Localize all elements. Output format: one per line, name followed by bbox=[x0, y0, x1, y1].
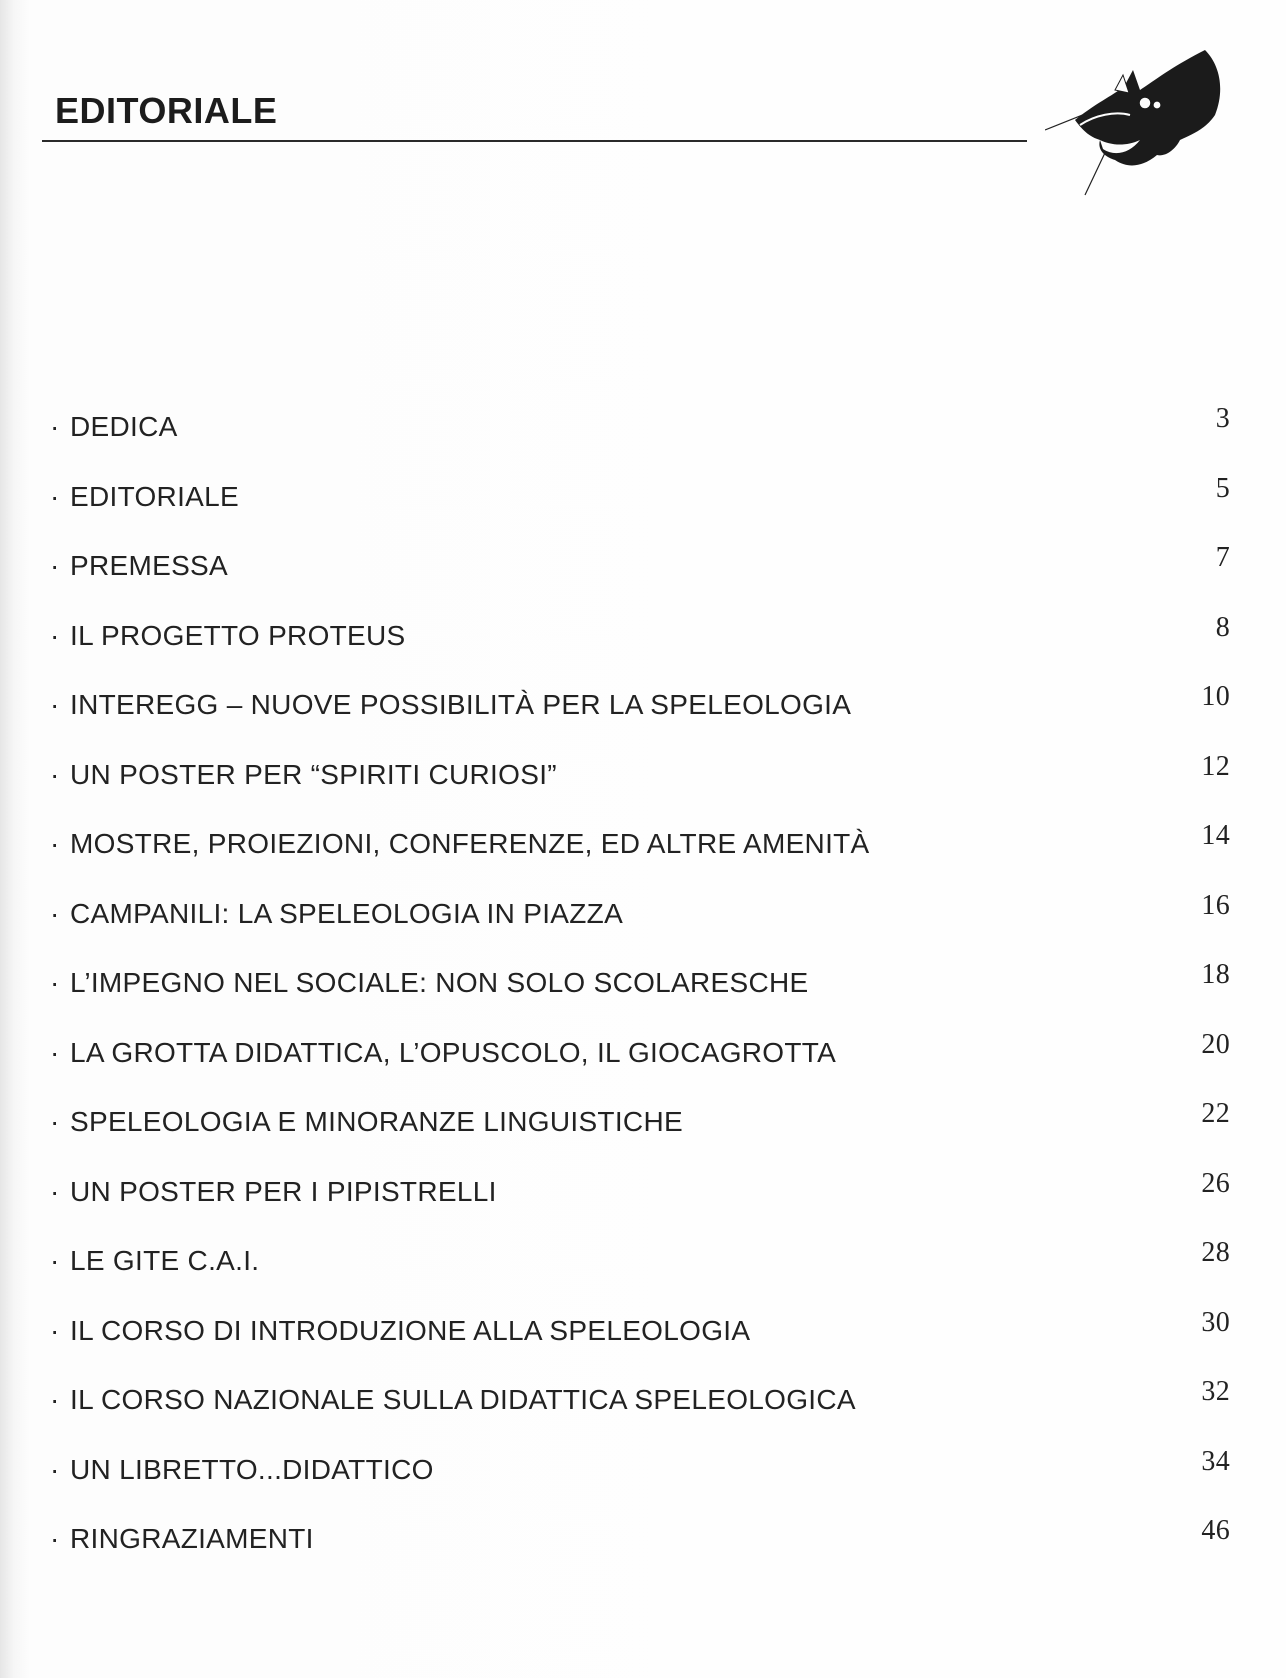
toc-page-number: 8 bbox=[1215, 611, 1230, 643]
toc-page-number: 34 bbox=[1201, 1445, 1230, 1477]
bullet-dot: · bbox=[50, 411, 60, 442]
toc-page-number: 18 bbox=[1201, 959, 1230, 990]
toc-item-label: CAMPANILI: LA SPELEOLOGIA IN PIAZZA bbox=[70, 897, 624, 929]
bullet-dot: · bbox=[50, 550, 60, 581]
toc-item[interactable] bbox=[50, 1098, 1230, 1168]
toc-item-label: LA GROTTA DIDATTICA, L’OPUSCOLO, IL GIOCAGROTTA bbox=[70, 1036, 837, 1068]
title-rule bbox=[42, 140, 1027, 142]
bullet-dot: · bbox=[50, 758, 60, 790]
bullet-dot: · bbox=[50, 480, 60, 512]
toc-page-number: 16 bbox=[1201, 889, 1230, 921]
toc-item-label: UN POSTER PER I PIPISTRELLI bbox=[70, 1175, 497, 1207]
bullet-dot: · bbox=[50, 1245, 60, 1276]
toc-item-label: IL CORSO NAZIONALE SULLA DIDATTICA SPELEOLOGICA bbox=[70, 1384, 856, 1415]
table-of-contents bbox=[50, 403, 1230, 1585]
toc-item-label: EDITORIALE bbox=[70, 480, 239, 512]
toc-item[interactable] bbox=[50, 1446, 1230, 1516]
toc-item[interactable] bbox=[50, 820, 1230, 890]
toc-item-label: SPELEOLOGIA E MINORANZE LINGUISTICHE bbox=[70, 1106, 683, 1137]
bullet-dot: · bbox=[50, 689, 60, 720]
toc-item-label: DEDICA bbox=[70, 411, 178, 442]
toc-item-label: UN POSTER PER “SPIRITI CURIOSI” bbox=[70, 758, 557, 790]
toc-item[interactable] bbox=[50, 1168, 1230, 1238]
toc-page-number: 26 bbox=[1201, 1167, 1230, 1199]
toc-page-number: 30 bbox=[1201, 1306, 1230, 1338]
toc-page-number: 3 bbox=[1215, 403, 1230, 434]
bullet-dot: · bbox=[50, 1106, 60, 1137]
toc-item[interactable] bbox=[50, 1237, 1230, 1307]
bullet-dot: · bbox=[50, 1036, 60, 1068]
toc-item[interactable] bbox=[50, 1029, 1230, 1099]
bullet-dot: · bbox=[50, 828, 60, 859]
toc-item[interactable] bbox=[50, 1307, 1230, 1377]
toc-page-number: 22 bbox=[1201, 1098, 1230, 1129]
bullet-dot: · bbox=[50, 1453, 60, 1485]
bullet-dot: · bbox=[50, 1384, 60, 1415]
toc-item[interactable] bbox=[50, 1376, 1230, 1446]
toc-page-number: 5 bbox=[1215, 472, 1230, 504]
toc-page-number: 20 bbox=[1201, 1028, 1230, 1060]
page-title: EDITORIALE bbox=[55, 90, 278, 131]
toc-item[interactable] bbox=[50, 473, 1230, 543]
toc-item-label: RINGRAZIAMENTI bbox=[70, 1523, 314, 1554]
toc-item-label: IL PROGETTO PROTEUS bbox=[70, 619, 406, 651]
bullet-dot: · bbox=[50, 1523, 60, 1554]
bullet-dot: · bbox=[50, 1175, 60, 1207]
toc-item[interactable] bbox=[50, 542, 1230, 612]
toc-item-label: LE GITE C.A.I. bbox=[70, 1245, 260, 1276]
toc-item[interactable] bbox=[50, 959, 1230, 1029]
toc-page-number: 14 bbox=[1201, 820, 1230, 851]
toc-item-label: IL CORSO DI INTRODUZIONE ALLA SPELEOLOGIA bbox=[70, 1314, 751, 1346]
toc-item-label: L’IMPEGNO NEL SOCIALE: NON SOLO SCOLARESCHE bbox=[70, 967, 809, 998]
toc-item-label: PREMESSA bbox=[70, 550, 228, 581]
toc-page-number: 10 bbox=[1201, 681, 1230, 712]
toc-item[interactable] bbox=[50, 890, 1230, 960]
bat-logo-icon bbox=[1045, 45, 1235, 205]
toc-item[interactable] bbox=[50, 1515, 1230, 1585]
toc-item-label: INTEREGG – NUOVE POSSIBILITÀ PER LA SPELEOLOGIA bbox=[70, 689, 852, 720]
toc-item[interactable] bbox=[50, 681, 1230, 751]
toc-item[interactable] bbox=[50, 612, 1230, 682]
toc-item[interactable] bbox=[50, 403, 1230, 473]
toc-page-number: 12 bbox=[1201, 750, 1230, 782]
toc-page-number: 46 bbox=[1201, 1515, 1230, 1546]
toc-item-label: UN LIBRETTO...DIDATTICO bbox=[70, 1453, 434, 1485]
bullet-dot: · bbox=[50, 897, 60, 929]
toc-page-number: 32 bbox=[1201, 1376, 1230, 1407]
toc-page-number: 7 bbox=[1215, 542, 1230, 573]
toc-item[interactable] bbox=[50, 751, 1230, 821]
toc-page-number: 28 bbox=[1201, 1237, 1230, 1268]
bullet-dot: · bbox=[50, 619, 60, 651]
toc-item-label: MOSTRE, PROIEZIONI, CONFERENZE, ED ALTRE AMENITÀ bbox=[70, 828, 870, 859]
bullet-dot: · bbox=[50, 1314, 60, 1346]
bullet-dot: · bbox=[50, 967, 60, 998]
